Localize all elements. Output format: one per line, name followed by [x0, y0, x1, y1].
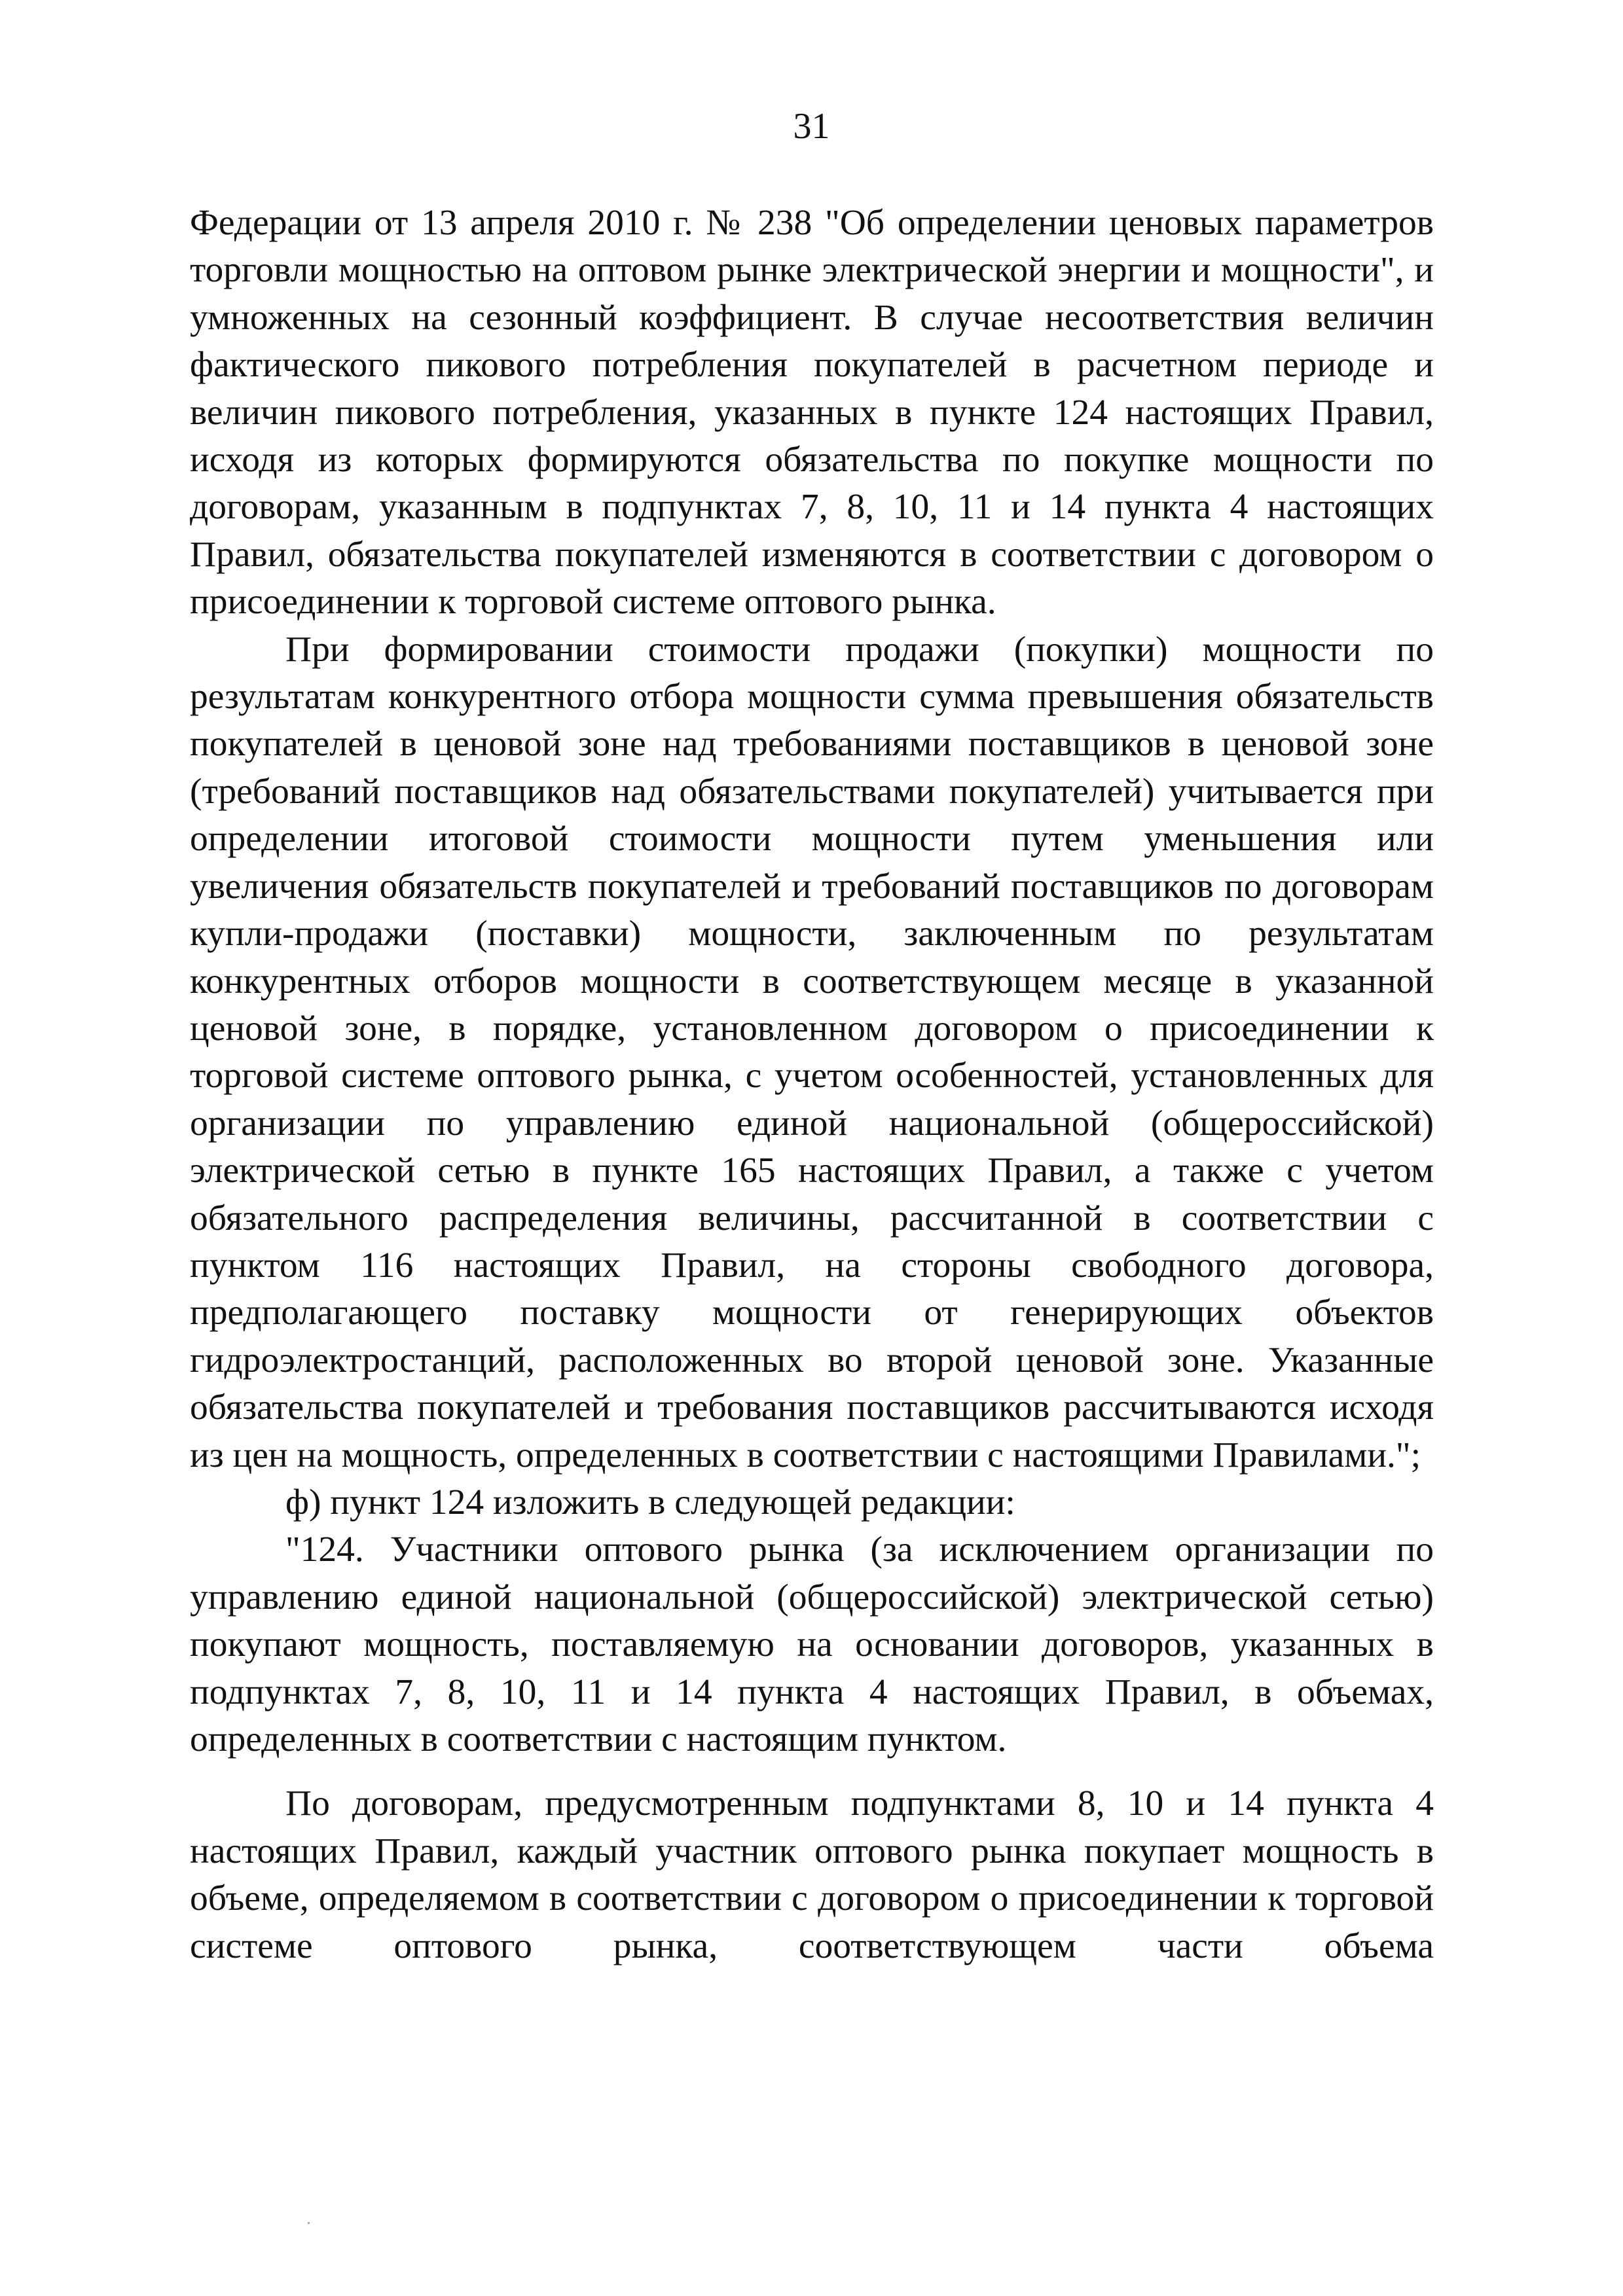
- paragraph-capacity-cost: При формировании стоимости продажи (покупки) мощности по результатам конкурентного отбора мощности сумма превышения обязательств покупателей в ценовой зоне над требованиями поставщиков в ценовой зоне (требований поставщиков над обязательствами покупателей) учитывается при определении итоговой стоимости мощности путем уменьшения или увеличения обязательств покупателей и требований поставщиков по договорам купли-продажи (поставки) мощности, заключенным по результатам конкурентных отборов мощности в соответствующем месяце в указанной ценовой зоне, в порядке, установленном договором о присоединении к торговой системе оптового рынка, с учетом особенностей, установленных для организации по управлению единой национальной (общероссийской) электрической сетью в пункте 165 настоящих Правил, а также с учетом обязательного распределения величины, рассчитанной в соответствии с пунктом 116 настоящих Правил, на стороны свободного договора, предполагающего поставку мощности от генерирующих объектов гидроэлектростанций, расположенных во второй ценовой зоне. Указанные обязательства покупателей и требования поставщиков рассчитываются исходя из цен на мощность, определенных в соответствии с настоящими Правилами.";: [190, 629, 1434, 1475]
- scan-speck: [308, 2222, 310, 2224]
- paragraph-contracts: По договорам, предусмотренным подпунктами 8, 10 и 14 пункта 4 настоящих Правил, каждый участник оптового рынка покупает мощность в объеме, определяемом в соответствии с договором о присоединении к торговой системе оптового рынка, соответствующем части объема: [190, 1784, 1434, 1966]
- document-body: [190, 200, 1434, 1970]
- paragraph-point-124: "124. Участники оптового рынка (за исключением организации по управлению единой национальной (общероссийской) электрической сетью) покупают мощность, поставляемую на основании договоров, указанных в подпунктах 7, 8, 10, 11 и 14 пункта 4 настоящих Правил, в объемах, определенных в соответствии с настоящим пунктом.: [190, 1530, 1434, 1759]
- paragraph-continuation: Федерации от 13 апреля 2010 г. № 238 "Об определении ценовых параметров торговли мощностью на оптовом рынке электрической энергии и мощности", и умноженных на сезонный коэффициент. В случае несоответствия величин фактического пикового потребления покупателей в расчетном периоде и величин пикового потребления, указанных в пункте 124 настоящих Правил, исходя из которых формируются обязательства по покупке мощности по договорам, указанным в подпунктах 7, 8, 10, 11 и 14 пункта 4 настоящих Правил, обязательства покупателей изменяются в соответствии с договором о присоединении к торговой системе оптового рынка.: [190, 203, 1434, 622]
- paragraph-spacer: [190, 1763, 1434, 1780]
- paragraph-item-f: ф) пункт 124 изложить в следующей редакции:: [285, 1482, 1015, 1522]
- page-number: 31: [793, 106, 830, 147]
